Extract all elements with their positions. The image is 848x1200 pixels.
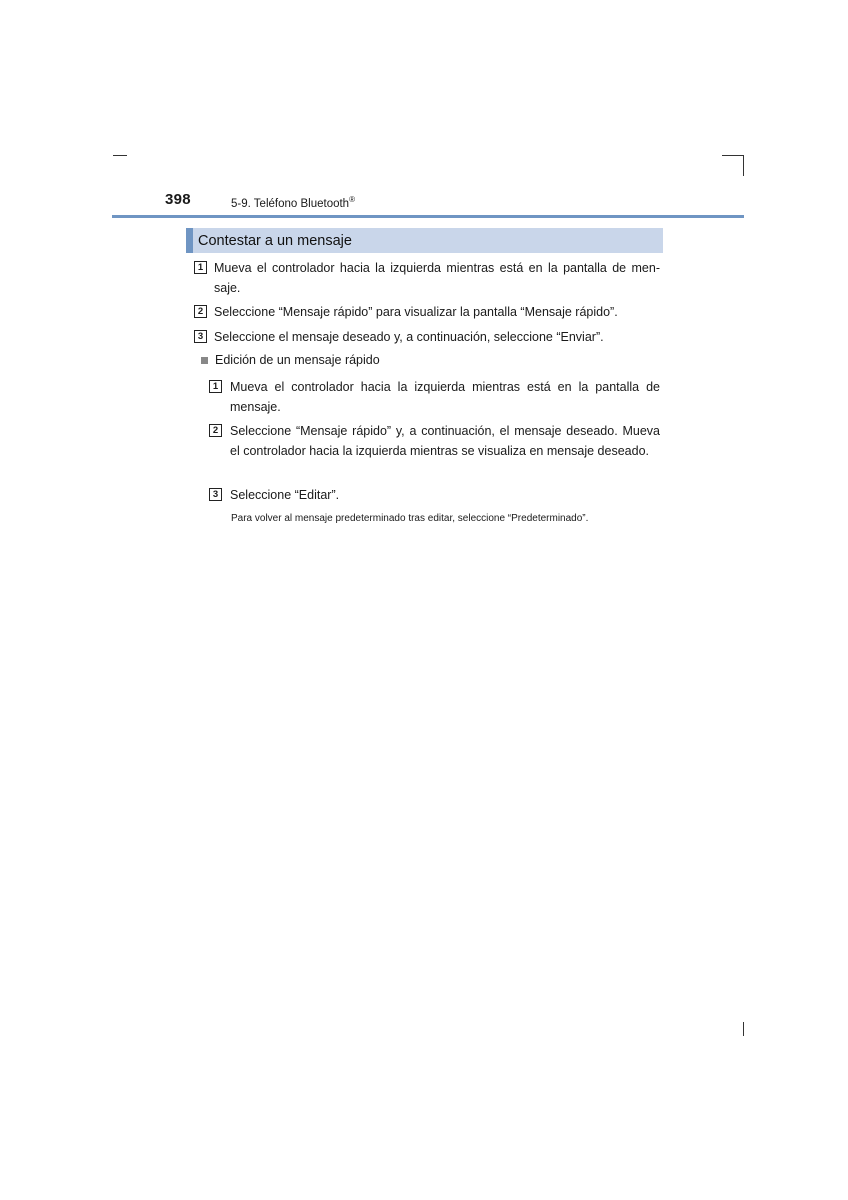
crop-mark-bottom-right-v [743,1022,744,1036]
step-2 [194,303,660,323]
step-text: Mueva el controlador hacia la izquierda mientras está en la pantalla de mensaje. [230,380,660,414]
crop-mark-top-right-h [722,155,744,156]
section-reference-text: 5-9. Teléfono Bluetooth [231,198,350,210]
step-text: Seleccione “Editar”. [230,488,340,502]
registered-mark: ® [349,195,355,204]
step-number-badge: 2 [194,305,207,318]
step-number-badge: 1 [194,261,207,274]
step-text: Seleccione “Mensaje rápido” y, a continuación, el mensaje deseado. Mueva el controlador hacia la izquierda mientras se visualiza en mensaje deseado. [230,424,660,458]
page-number: 398 [165,191,191,208]
subsection-heading [201,353,380,367]
step-number-badge: 2 [209,424,222,437]
header-rule [112,215,744,218]
section-title: Contestar a un mensaje [198,232,352,249]
crop-mark-top-left [113,155,127,156]
step-text: Mueva el controlador hacia la izquierda mientras está en la pantalla de men-saje. [214,261,660,295]
section-reference [231,195,355,210]
step-number-badge: 1 [209,380,222,393]
step-number-badge: 3 [209,488,222,501]
step-text: Seleccione el mensaje deseado y, a continuación, seleccione “Enviar”. [214,330,604,344]
subsection-title: Edición de un mensaje rápido [215,353,380,367]
sub-step-1 [209,378,660,417]
step-1 [194,259,660,298]
note-text: Para volver al mensaje predeterminado tras editar, seleccione “Predeterminado”. [231,513,589,524]
step-3 [194,328,660,348]
square-bullet-icon [201,357,208,364]
crop-mark-top-right-v [743,155,744,176]
sub-step-2 [209,422,660,461]
sub-step-3 [209,486,660,506]
section-heading-bar [186,228,663,253]
step-number-badge: 3 [194,330,207,343]
step-text: Seleccione “Mensaje rápido” para visualizar la pantalla “Mensaje rápido”. [214,305,618,319]
